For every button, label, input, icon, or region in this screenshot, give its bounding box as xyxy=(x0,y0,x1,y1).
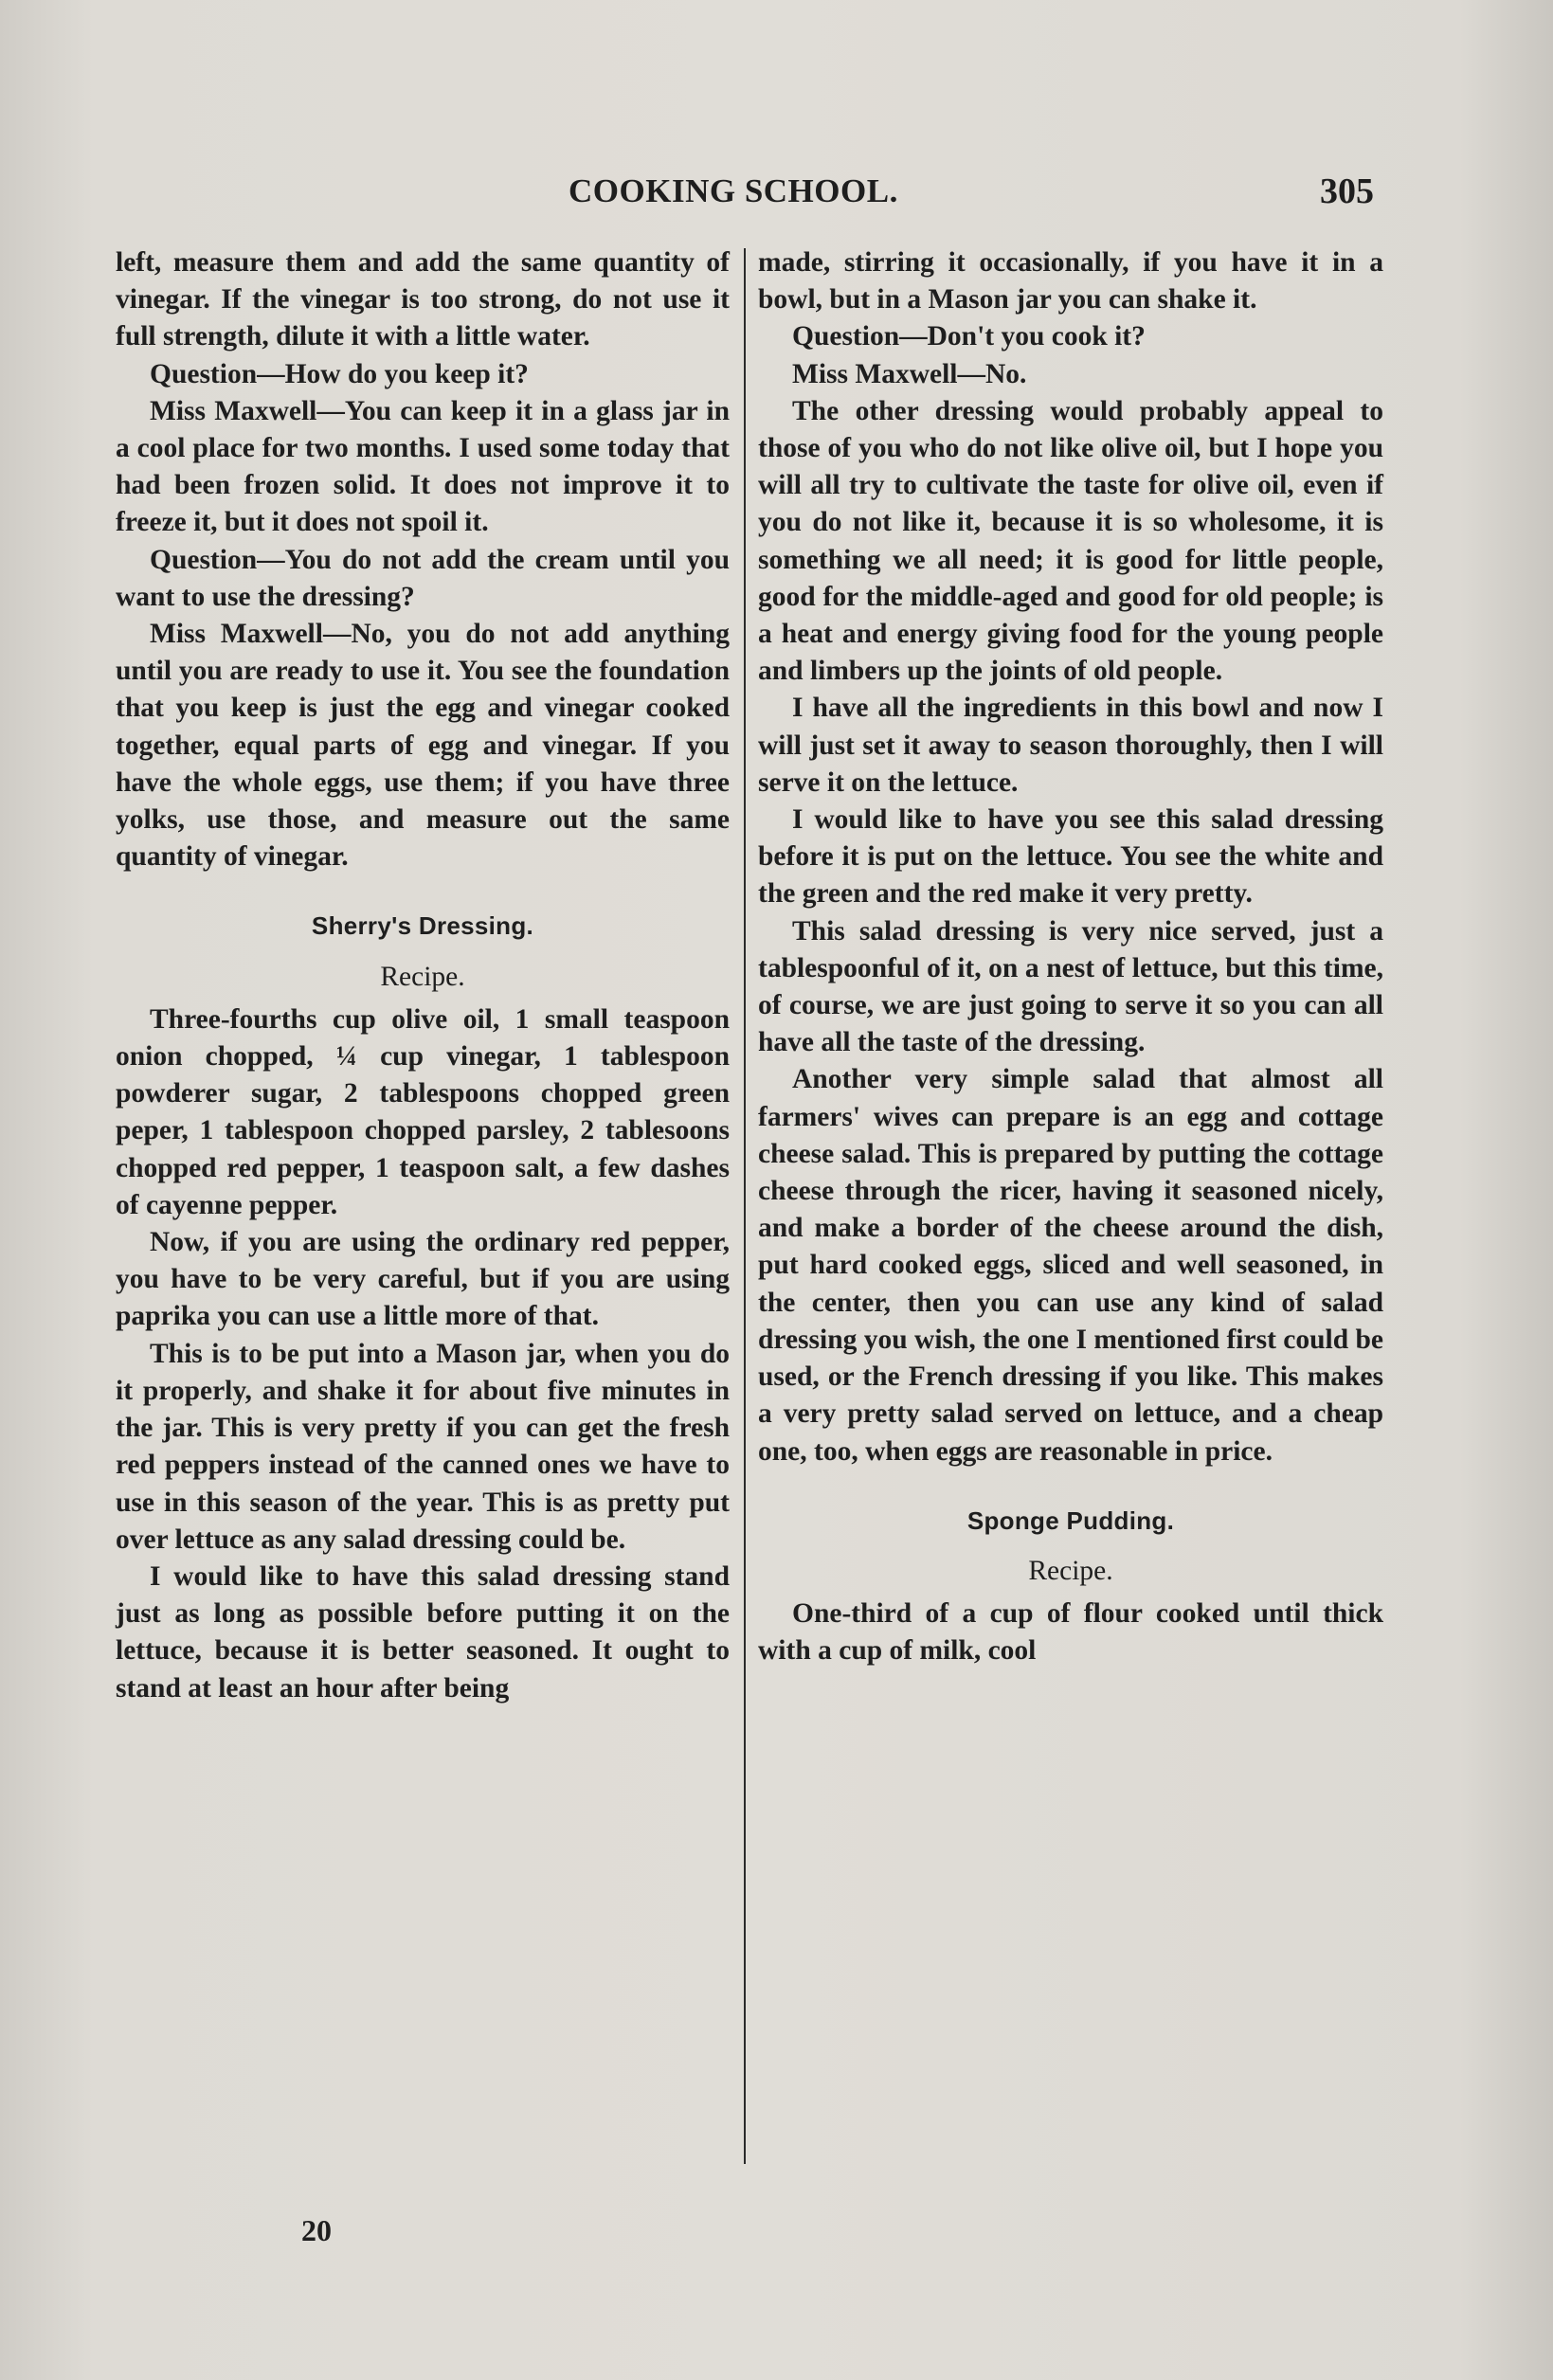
paragraph: This is to be put into a Mason jar, when you do it properly, and shake it for about five minutes in the jar. This is very pretty if you can get the fresh red peppers instead of the canned ones we have to use in this season of the year. This is as pretty put over lettuce as any salad dressing could be. xyxy=(116,1338,730,1555)
paragraph: Three-fourths cup olive oil, 1 small teaspoon onion chopped, ¼ cup vinegar, 1 tablespoon powderer sugar, 2 tablespoons chopped green peper, 1 tablespoon chopped parsley, 2 tablesoons chopped red pepper, 1 teaspoon salt, a few dashes of cayenne pepper. xyxy=(116,1003,730,1220)
signature-mark: 20 xyxy=(301,2213,332,2247)
running-header xyxy=(114,172,1374,220)
paragraph: I would like to have you see this salad dressing before it is put on the lettuce. You see the white and the green and the red make it very pretty. xyxy=(758,804,1383,910)
paragraph: left, measure them and add the same quantity of vinegar. If the vinegar is too strong, do not use it full strength, dilute it with a little water. xyxy=(116,247,730,352)
left-column xyxy=(116,244,730,1707)
paragraph: Question—Don't you cook it? xyxy=(792,321,1146,352)
page-number: 305 xyxy=(1320,171,1374,211)
paragraph: I have all the ingredients in this bowl and now I will just set it away to season thoroughly, then I will serve it on the lettuce. xyxy=(758,693,1383,798)
paragraph: Now, if you are using the ordinary red pepper, you have to be very careful, but if you are using paprika you can use a little more of that. xyxy=(116,1227,730,1332)
paragraph: made, stirring it occasionally, if you have it in a bowl, but in a Mason jar you can shake it. xyxy=(758,247,1383,316)
paragraph: Miss Maxwell—No, you do not add anything until you are ready to use it. You see the foundation that you keep is just the egg and vinegar cooked together, equal parts of egg and vinegar. If you have the whole eggs, use them; if you have three yolks, use those, and measure out the same quantity of vinegar. xyxy=(116,619,730,873)
section-subheading: Recipe. xyxy=(1028,1555,1113,1586)
running-title: COOKING SCHOOL. xyxy=(569,172,898,209)
section-subheading: Recipe. xyxy=(380,961,465,992)
paragraph: I would like to have this salad dressing stand just as long as possible before putting it on the lettuce, because it is better seasoned. It ought to stand at least an hour after being xyxy=(116,1560,730,1704)
paragraph: The other dressing would probably appeal to those of you who do not like olive oil, but I hope you will all try to cultivate the taste for olive oil, even if you do not like it, because it is so wholesome, it is something we all need; it is good for little people, good for the middle-aged and good for old people; is a heat and energy giving food for the young people and limbers up the joints of old people. xyxy=(758,395,1383,687)
paragraph: Miss Maxwell—No. xyxy=(792,358,1027,389)
paragraph: Question—You do not add the cream until you want to use the dressing? xyxy=(116,544,730,612)
paragraph: Miss Maxwell—You can keep it in a glass jar in a cool place for two months. I used some today that had been frozen solid. It does not improve it to freeze it, but it does not spoil it. xyxy=(116,395,730,538)
paragraph: Another very simple salad that almost all farmers' wives can prepare is an egg and cottage cheese salad. This is prepared by putting the cottage cheese through the ricer, having it seasoned nicely, and make a border of the cheese around the dish, put hard cooked eggs, sliced and well seasoned, in the center, then you can use any kind of salad dressing you wish, the one I mentioned first could be used, or the French dressing if you like. This makes a very pretty salad served on lettuce, and a cheap one, too, when eggs are reasonable in price. xyxy=(758,1064,1383,1467)
section-heading: Sponge Pudding. xyxy=(966,1506,1175,1535)
section-heading: Sherry's Dressing. xyxy=(311,911,534,941)
paragraph: Question—How do you keep it? xyxy=(150,358,529,389)
right-column xyxy=(758,244,1383,1670)
paragraph: One-third of a cup of flour cooked until thick with a cup of milk, cool xyxy=(758,1598,1383,1667)
paragraph: This salad dressing is very nice served, just a tablespoonful of it, on a nest of lettuce, but this time, of course, we are just going to serve it so you can all have all the taste of the dressing. xyxy=(758,915,1383,1058)
column-divider xyxy=(744,248,746,2164)
